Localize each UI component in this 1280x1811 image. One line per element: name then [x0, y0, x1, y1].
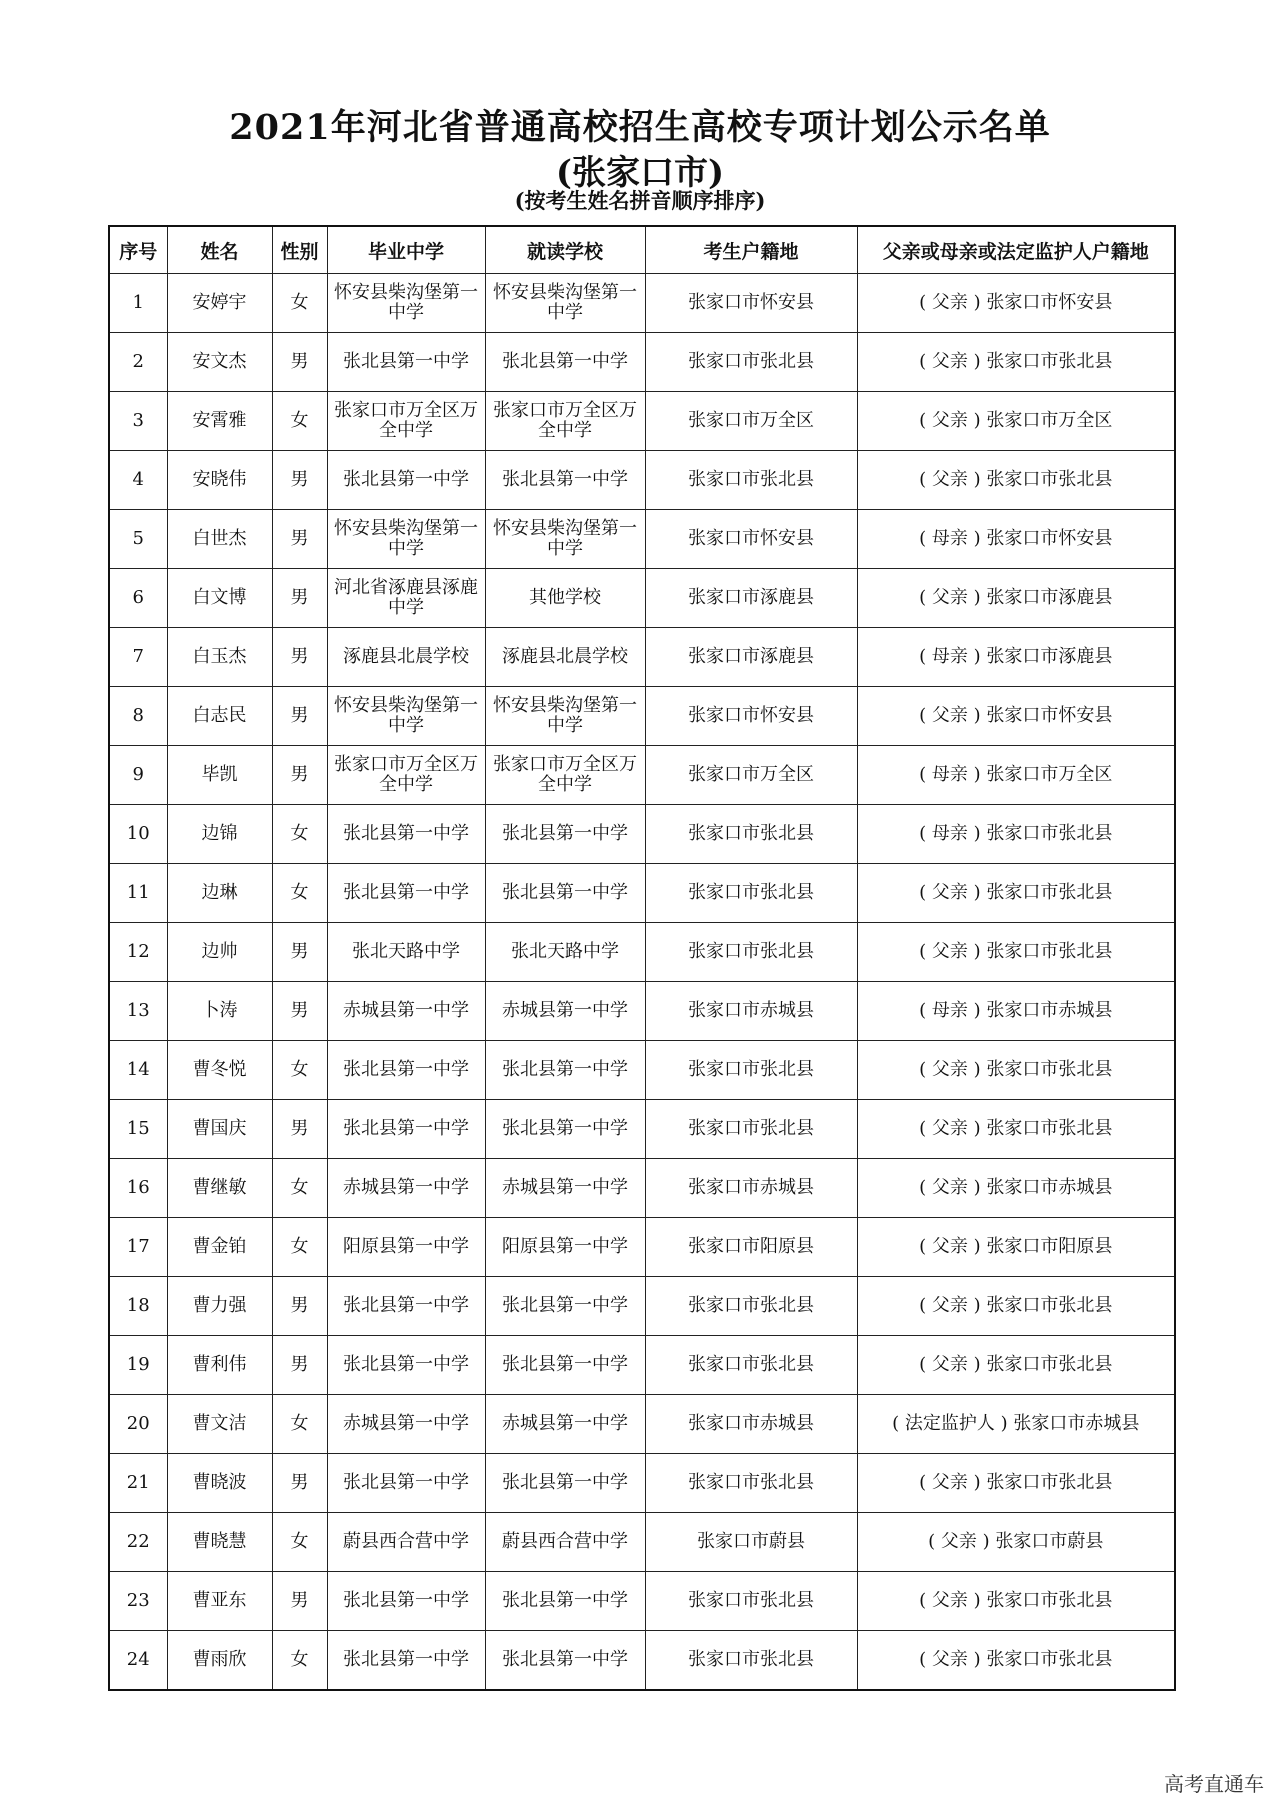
cell-guardian-registration: ( 母亲 ) 张家口市涿鹿县	[857, 628, 1175, 687]
cell-guardian-registration: ( 父亲 ) 张家口市张北县	[857, 864, 1175, 923]
cell-current-school: 阳原县第一中学	[485, 1218, 645, 1277]
cell-guardian-registration: ( 母亲 ) 张家口市赤城县	[857, 982, 1175, 1041]
cell-graduated-school: 涿鹿县北晨学校	[327, 628, 485, 687]
cell-graduated-school: 张北县第一中学	[327, 1454, 485, 1513]
table-row	[109, 274, 1175, 333]
table-row	[109, 923, 1175, 982]
cell-gender: 男	[272, 628, 327, 687]
cell-graduated-school: 张家口市万全区万全中学	[327, 746, 485, 805]
cell-name: 曹晓波	[167, 1454, 272, 1513]
header-index: 序号	[109, 226, 167, 274]
cell-gender: 女	[272, 1513, 327, 1572]
cell-name: 白文博	[167, 569, 272, 628]
cell-household-registration: 张家口市张北县	[645, 805, 857, 864]
cell-guardian-registration: ( 父亲 ) 张家口市张北县	[857, 333, 1175, 392]
cell-current-school: 张家口市万全区万全中学	[485, 746, 645, 805]
cell-name: 曹金铂	[167, 1218, 272, 1277]
table-row	[109, 1041, 1175, 1100]
cell-gender: 男	[272, 333, 327, 392]
cell-index: 16	[109, 1159, 167, 1218]
cell-graduated-school: 张北天路中学	[327, 923, 485, 982]
table-row	[109, 451, 1175, 510]
cell-current-school: 怀安县柴沟堡第一中学	[485, 274, 645, 333]
cell-index: 13	[109, 982, 167, 1041]
cell-current-school: 张北县第一中学	[485, 805, 645, 864]
sort-note: (按考生姓名拼音顺序排序)	[514, 188, 766, 213]
cell-index: 2	[109, 333, 167, 392]
cell-graduated-school: 怀安县柴沟堡第一中学	[327, 510, 485, 569]
cell-household-registration: 张家口市张北县	[645, 1631, 857, 1691]
cell-graduated-school: 张北县第一中学	[327, 1572, 485, 1631]
cell-household-registration: 张家口市涿鹿县	[645, 628, 857, 687]
cell-current-school: 赤城县第一中学	[485, 982, 645, 1041]
cell-gender: 女	[272, 1395, 327, 1454]
table-row	[109, 1572, 1175, 1631]
table-row	[109, 1277, 1175, 1336]
table-row	[109, 1513, 1175, 1572]
cell-gender: 女	[272, 805, 327, 864]
cell-gender: 女	[272, 864, 327, 923]
cell-graduated-school: 张北县第一中学	[327, 1041, 485, 1100]
cell-index: 5	[109, 510, 167, 569]
cell-guardian-registration: ( 父亲 ) 张家口市张北县	[857, 923, 1175, 982]
cell-name: 卜涛	[167, 982, 272, 1041]
cell-gender: 男	[272, 1100, 327, 1159]
cell-guardian-registration: ( 父亲 ) 张家口市张北县	[857, 1041, 1175, 1100]
cell-current-school: 张北县第一中学	[485, 333, 645, 392]
cell-index: 8	[109, 687, 167, 746]
cell-graduated-school: 张北县第一中学	[327, 1631, 485, 1691]
cell-guardian-registration: ( 母亲 ) 张家口市张北县	[857, 805, 1175, 864]
cell-graduated-school: 阳原县第一中学	[327, 1218, 485, 1277]
cell-graduated-school: 张北县第一中学	[327, 1336, 485, 1395]
cell-household-registration: 张家口市怀安县	[645, 510, 857, 569]
cell-name: 曹雨欣	[167, 1631, 272, 1691]
cell-current-school: 张北县第一中学	[485, 1100, 645, 1159]
cell-name: 白玉杰	[167, 628, 272, 687]
cell-index: 19	[109, 1336, 167, 1395]
cell-current-school: 张北县第一中学	[485, 1336, 645, 1395]
cell-name: 白志民	[167, 687, 272, 746]
cell-gender: 女	[272, 274, 327, 333]
cell-name: 安晓伟	[167, 451, 272, 510]
table-row	[109, 864, 1175, 923]
table-row	[109, 510, 1175, 569]
cell-index: 10	[109, 805, 167, 864]
cell-current-school: 怀安县柴沟堡第一中学	[485, 510, 645, 569]
cell-guardian-registration: ( 父亲 ) 张家口市万全区	[857, 392, 1175, 451]
cell-gender: 男	[272, 1454, 327, 1513]
cell-gender: 女	[272, 1218, 327, 1277]
document-title: 2021年河北省普通高校招生高校专项计划公示名单	[229, 107, 1051, 148]
header-name: 姓名	[167, 226, 272, 274]
table-row	[109, 1631, 1175, 1691]
cell-household-registration: 张家口市怀安县	[645, 687, 857, 746]
cell-household-registration: 张家口市张北县	[645, 1041, 857, 1100]
table-row	[109, 1218, 1175, 1277]
cell-gender: 男	[272, 451, 327, 510]
cell-index: 4	[109, 451, 167, 510]
cell-guardian-registration: ( 母亲 ) 张家口市怀安县	[857, 510, 1175, 569]
cell-name: 曹继敏	[167, 1159, 272, 1218]
cell-name: 毕凯	[167, 746, 272, 805]
header-current-school: 就读学校	[485, 226, 645, 274]
cell-name: 边帅	[167, 923, 272, 982]
cell-gender: 男	[272, 1277, 327, 1336]
cell-household-registration: 张家口市万全区	[645, 392, 857, 451]
cell-current-school: 张北县第一中学	[485, 451, 645, 510]
table-row	[109, 1159, 1175, 1218]
cell-gender: 女	[272, 1631, 327, 1691]
cell-graduated-school: 河北省涿鹿县涿鹿中学	[327, 569, 485, 628]
cell-current-school: 张家口市万全区万全中学	[485, 392, 645, 451]
cell-index: 21	[109, 1454, 167, 1513]
cell-graduated-school: 怀安县柴沟堡第一中学	[327, 687, 485, 746]
cell-name: 曹文洁	[167, 1395, 272, 1454]
watermark-text: 高考直通车	[1164, 1772, 1264, 1796]
cell-guardian-registration: ( 法定监护人 ) 张家口市赤城县	[857, 1395, 1175, 1454]
cell-gender: 男	[272, 923, 327, 982]
cell-name: 安文杰	[167, 333, 272, 392]
cell-household-registration: 张家口市张北县	[645, 1277, 857, 1336]
table-header-row	[109, 226, 1175, 274]
cell-guardian-registration: ( 父亲 ) 张家口市赤城县	[857, 1159, 1175, 1218]
cell-graduated-school: 赤城县第一中学	[327, 1395, 485, 1454]
table-row	[109, 982, 1175, 1041]
cell-index: 3	[109, 392, 167, 451]
cell-household-registration: 张家口市张北县	[645, 1336, 857, 1395]
cell-graduated-school: 张家口市万全区万全中学	[327, 392, 485, 451]
cell-graduated-school: 怀安县柴沟堡第一中学	[327, 274, 485, 333]
cell-graduated-school: 赤城县第一中学	[327, 982, 485, 1041]
cell-gender: 男	[272, 1572, 327, 1631]
cell-gender: 男	[272, 569, 327, 628]
cell-guardian-registration: ( 父亲 ) 张家口市张北县	[857, 1336, 1175, 1395]
cell-index: 12	[109, 923, 167, 982]
cell-current-school: 张北县第一中学	[485, 1277, 645, 1336]
cell-index: 14	[109, 1041, 167, 1100]
header-graduated-school: 毕业中学	[327, 226, 485, 274]
cell-graduated-school: 蔚县西合营中学	[327, 1513, 485, 1572]
cell-graduated-school: 张北县第一中学	[327, 333, 485, 392]
cell-household-registration: 张家口市涿鹿县	[645, 569, 857, 628]
cell-name: 安婷宇	[167, 274, 272, 333]
cell-index: 24	[109, 1631, 167, 1691]
table-row	[109, 1395, 1175, 1454]
cell-household-registration: 张家口市张北县	[645, 923, 857, 982]
cell-current-school: 蔚县西合营中学	[485, 1513, 645, 1572]
cell-index: 17	[109, 1218, 167, 1277]
table-row	[109, 687, 1175, 746]
cell-household-registration: 张家口市张北县	[645, 1100, 857, 1159]
cell-current-school: 张北天路中学	[485, 923, 645, 982]
cell-index: 15	[109, 1100, 167, 1159]
cell-index: 9	[109, 746, 167, 805]
table-row	[109, 1100, 1175, 1159]
document-subtitle: (张家口市)	[555, 153, 725, 193]
cell-graduated-school: 张北县第一中学	[327, 451, 485, 510]
cell-current-school: 涿鹿县北晨学校	[485, 628, 645, 687]
table-row	[109, 569, 1175, 628]
cell-graduated-school: 张北县第一中学	[327, 805, 485, 864]
cell-index: 22	[109, 1513, 167, 1572]
table-row	[109, 333, 1175, 392]
cell-guardian-registration: ( 父亲 ) 张家口市张北县	[857, 1100, 1175, 1159]
cell-guardian-registration: ( 父亲 ) 张家口市张北县	[857, 1277, 1175, 1336]
table-row	[109, 805, 1175, 864]
header-guardian-registration: 父亲或母亲或法定监护人户籍地	[857, 226, 1175, 274]
cell-index: 7	[109, 628, 167, 687]
cell-household-registration: 张家口市怀安县	[645, 274, 857, 333]
table-row	[109, 1454, 1175, 1513]
cell-gender: 男	[272, 510, 327, 569]
cell-name: 曹力强	[167, 1277, 272, 1336]
cell-index: 18	[109, 1277, 167, 1336]
cell-name: 曹国庆	[167, 1100, 272, 1159]
cell-current-school: 张北县第一中学	[485, 1041, 645, 1100]
table-row	[109, 628, 1175, 687]
cell-household-registration: 张家口市张北县	[645, 333, 857, 392]
cell-name: 边琳	[167, 864, 272, 923]
header-gender: 性别	[272, 226, 327, 274]
cell-name: 曹冬悦	[167, 1041, 272, 1100]
cell-guardian-registration: ( 父亲 ) 张家口市涿鹿县	[857, 569, 1175, 628]
cell-guardian-registration: ( 父亲 ) 张家口市怀安县	[857, 274, 1175, 333]
cell-guardian-registration: ( 父亲 ) 张家口市阳原县	[857, 1218, 1175, 1277]
cell-household-registration: 张家口市张北县	[645, 1572, 857, 1631]
cell-household-registration: 张家口市张北县	[645, 1454, 857, 1513]
cell-current-school: 赤城县第一中学	[485, 1159, 645, 1218]
cell-household-registration: 张家口市阳原县	[645, 1218, 857, 1277]
table-body	[109, 274, 1175, 1691]
cell-guardian-registration: ( 父亲 ) 张家口市张北县	[857, 451, 1175, 510]
cell-gender: 男	[272, 982, 327, 1041]
cell-graduated-school: 张北县第一中学	[327, 864, 485, 923]
cell-household-registration: 张家口市赤城县	[645, 1395, 857, 1454]
cell-index: 6	[109, 569, 167, 628]
cell-name: 曹利伟	[167, 1336, 272, 1395]
cell-household-registration: 张家口市赤城县	[645, 982, 857, 1041]
cell-graduated-school: 张北县第一中学	[327, 1100, 485, 1159]
cell-guardian-registration: ( 父亲 ) 张家口市蔚县	[857, 1513, 1175, 1572]
cell-gender: 男	[272, 1336, 327, 1395]
table-row	[109, 746, 1175, 805]
cell-current-school: 张北县第一中学	[485, 1572, 645, 1631]
table-row	[109, 1336, 1175, 1395]
cell-name: 白世杰	[167, 510, 272, 569]
cell-gender: 男	[272, 687, 327, 746]
header-household-registration: 考生户籍地	[645, 226, 857, 274]
table-row	[109, 392, 1175, 451]
cell-gender: 男	[272, 746, 327, 805]
cell-index: 1	[109, 274, 167, 333]
cell-household-registration: 张家口市赤城县	[645, 1159, 857, 1218]
cell-guardian-registration: ( 母亲 ) 张家口市万全区	[857, 746, 1175, 805]
cell-guardian-registration: ( 父亲 ) 张家口市张北县	[857, 1454, 1175, 1513]
cell-name: 安霄雅	[167, 392, 272, 451]
cell-household-registration: 张家口市张北县	[645, 864, 857, 923]
cell-current-school: 赤城县第一中学	[485, 1395, 645, 1454]
cell-current-school: 张北县第一中学	[485, 1631, 645, 1691]
cell-household-registration: 张家口市蔚县	[645, 1513, 857, 1572]
cell-name: 曹晓慧	[167, 1513, 272, 1572]
cell-gender: 女	[272, 392, 327, 451]
cell-guardian-registration: ( 父亲 ) 张家口市张北县	[857, 1572, 1175, 1631]
cell-guardian-registration: ( 父亲 ) 张家口市怀安县	[857, 687, 1175, 746]
cell-gender: 女	[272, 1041, 327, 1100]
cell-name: 曹亚东	[167, 1572, 272, 1631]
cell-index: 23	[109, 1572, 167, 1631]
cell-current-school: 张北县第一中学	[485, 1454, 645, 1513]
cell-name: 边锦	[167, 805, 272, 864]
cell-household-registration: 张家口市张北县	[645, 451, 857, 510]
cell-guardian-registration: ( 父亲 ) 张家口市张北县	[857, 1631, 1175, 1691]
cell-graduated-school: 张北县第一中学	[327, 1277, 485, 1336]
roster-table	[108, 225, 1176, 1691]
cell-graduated-school: 赤城县第一中学	[327, 1159, 485, 1218]
cell-current-school: 怀安县柴沟堡第一中学	[485, 687, 645, 746]
cell-current-school: 其他学校	[485, 569, 645, 628]
cell-current-school: 张北县第一中学	[485, 864, 645, 923]
cell-gender: 女	[272, 1159, 327, 1218]
cell-index: 11	[109, 864, 167, 923]
cell-household-registration: 张家口市万全区	[645, 746, 857, 805]
cell-index: 20	[109, 1395, 167, 1454]
